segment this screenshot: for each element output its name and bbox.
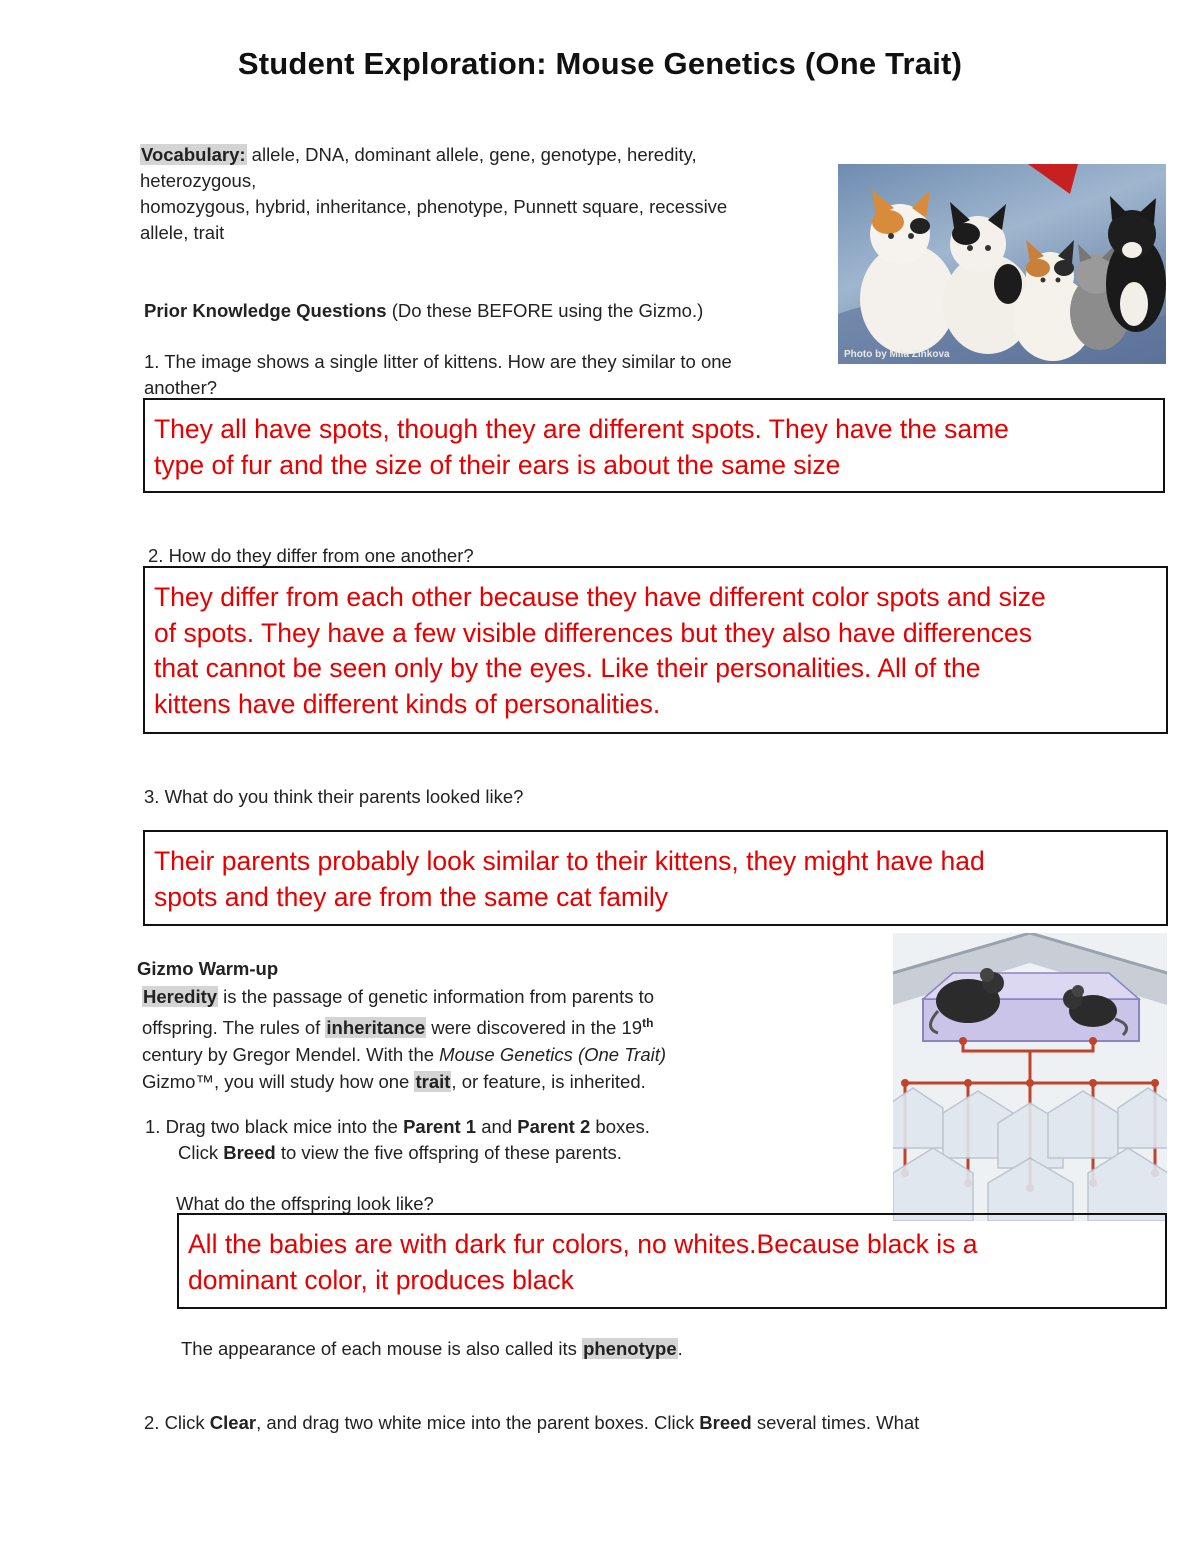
vocabulary-line-1: allele, DNA, dominant allele, gene, genotype, heredity, <box>246 144 697 165</box>
mouse-breeding-diagram <box>893 933 1167 1221</box>
step-1-click: Click <box>178 1142 224 1163</box>
kittens-photo <box>838 164 1166 364</box>
answer-1-line-1: They all have spots, though they are different spots. They have the same <box>154 414 1009 444</box>
phenotype-sentence <box>181 1336 981 1362</box>
step-2-text-a: 2. Click <box>144 1412 210 1433</box>
answer-2-line-3: that cannot be seen only by the eyes. Like their personalities. All of the <box>154 653 981 683</box>
warmup-line-2a: offspring. The rules of <box>142 1017 326 1039</box>
phenotype-text: The appearance of each mouse is also called its <box>181 1338 583 1359</box>
question-1-line-1: 1. The image shows a single litter of kittens. How are they similar to one <box>144 351 732 372</box>
warmup-line-3a: century by Gregor Mendel. With the <box>142 1044 440 1066</box>
term-heredity: Heredity <box>143 986 218 1007</box>
question-3: 3. What do you think their parents looked like? <box>144 786 524 807</box>
answer-2-line-4: kittens have different kinds of personalities. <box>154 688 661 719</box>
question-1 <box>144 349 844 401</box>
answer-offspring-box[interactable] <box>177 1213 1167 1309</box>
warmup-line-4a: Gizmo™, you will study how one <box>142 1071 415 1093</box>
warmup-line-2b: were discovered in the 19 <box>426 1017 643 1039</box>
warmup-line-4b: , or feature, is inherited. <box>451 1071 646 1093</box>
vocabulary-line-4: allele, trait <box>140 222 225 243</box>
warmup-intro <box>142 983 882 1095</box>
gizmo-name: Mouse Genetics (One Trait) <box>439 1044 667 1066</box>
parent-2-label: Parent 2 <box>517 1116 591 1137</box>
step-1 <box>145 1114 865 1166</box>
prior-knowledge-heading <box>144 298 844 324</box>
kittens-illustration <box>838 164 1166 364</box>
question-2: 2. How do they differ from one another? <box>148 545 474 566</box>
step-1-text-a: 1. Drag two black mice into the <box>145 1116 404 1137</box>
step-1-and: and <box>476 1116 518 1137</box>
answer-offspring-line-1: All the babies are with dark fur colors, no whites.Because black is a <box>188 1229 978 1259</box>
step-1-text-c: to view the five offspring of these parents. <box>275 1142 622 1163</box>
step-2-text-c: several times. What <box>751 1412 920 1433</box>
answer-2-box[interactable] <box>143 566 1168 734</box>
warmup-line-1: is the passage of genetic information from parents to <box>218 986 655 1007</box>
superscript-th: th <box>642 1016 654 1030</box>
term-inheritance: inheritance <box>326 1017 426 1039</box>
answer-3-line-2: spots and they are from the same cat family <box>154 881 669 912</box>
answer-3-line-1: Their parents probably look similar to their kittens, they might have had <box>154 846 985 876</box>
question-offspring: What do the offspring look like? <box>176 1193 434 1214</box>
answer-3-box[interactable] <box>143 830 1168 926</box>
vocabulary-line-2: heterozygous, <box>140 170 257 191</box>
photo-credit: Photo by Mila Zinkova <box>844 349 950 360</box>
vocabulary-line-3: homozygous, hybrid, inheritance, phenotype, Punnett square, recessive <box>140 196 728 217</box>
clear-label: Clear <box>209 1412 257 1433</box>
step-2-text-b: , and drag two white mice into the parent boxes. Click <box>256 1412 700 1433</box>
answer-offspring-line-2: dominant color, it produces black <box>188 1264 574 1295</box>
question-1-line-2: another? <box>144 377 218 398</box>
breed-label-2: Breed <box>699 1412 752 1433</box>
warmup-heading: Gizmo Warm-up <box>137 958 279 979</box>
parent-1-label: Parent 1 <box>403 1116 477 1137</box>
term-phenotype: phenotype <box>583 1338 677 1359</box>
phenotype-period: . <box>677 1338 683 1359</box>
step-1-text-b: boxes. <box>590 1116 650 1137</box>
term-trait: trait <box>415 1071 451 1093</box>
answer-2-line-1: They differ from each other because they have different color spots and size <box>154 582 1046 612</box>
answer-2-line-2: of spots. They have a few visible differences but they also have differences <box>154 617 1032 648</box>
vocabulary-section <box>140 142 830 246</box>
page-title: Student Exploration: Mouse Genetics (One Trait) <box>237 46 963 81</box>
prior-knowledge-title: Prior Knowledge Questions <box>144 300 387 321</box>
breed-label: Breed <box>223 1142 276 1163</box>
vocabulary-label: Vocabulary: <box>141 144 246 165</box>
gizmo-breeding-image <box>893 933 1167 1221</box>
prior-knowledge-subtitle: (Do these BEFORE using the Gizmo.) <box>386 300 704 321</box>
step-2 <box>144 1410 1124 1436</box>
answer-1-box[interactable] <box>143 398 1165 493</box>
answer-1-line-2: type of fur and the size of their ears is about the same size <box>154 449 841 480</box>
